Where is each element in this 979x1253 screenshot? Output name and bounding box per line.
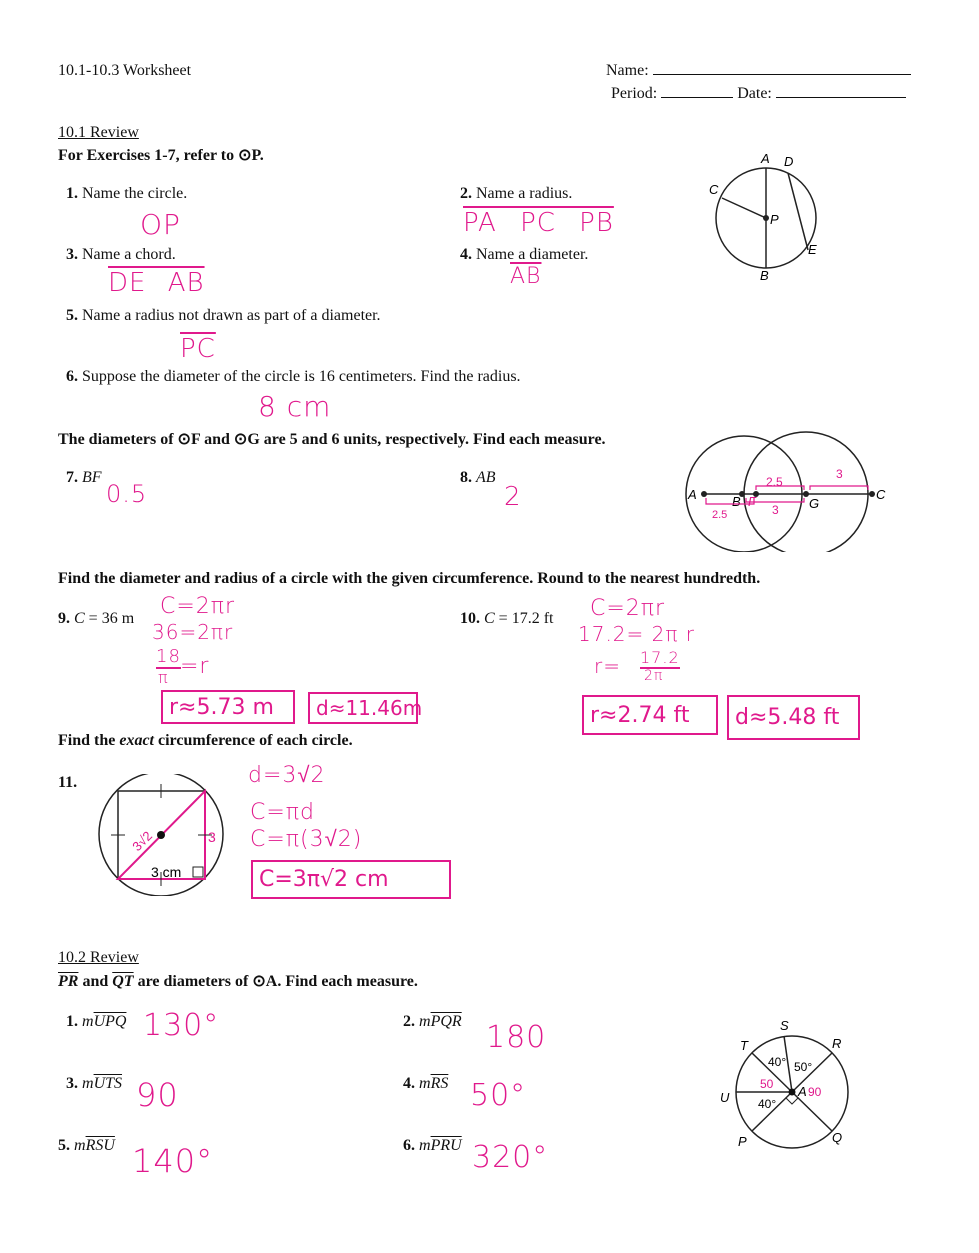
answer-11-box: C=3π√2 cm	[251, 860, 451, 899]
arc-question-5: 5. $m\overline{RSU}$	[58, 1137, 115, 1154]
work-10-line3-den: 2π	[644, 668, 664, 684]
arc-question-6: 6. $m\overline{PRU}$	[403, 1137, 462, 1154]
label-3cm: 3 cm	[151, 864, 182, 880]
arc-answer-6: 320°	[472, 1140, 549, 1175]
arc-answer-1: 130°	[143, 1008, 220, 1043]
work-11-line1: d=3√2	[248, 763, 326, 788]
work-9-line2: 36=2πr	[152, 620, 234, 644]
circle-square-figure	[96, 774, 228, 896]
answer-9-radius-box: r≈5.73 m	[161, 690, 295, 724]
answer-10-diameter-box: d≈5.48 ft	[727, 695, 860, 740]
question-10: 10. C = 17.2 ft	[460, 610, 554, 627]
circle-a-figure	[718, 1016, 866, 1152]
ink-90: 90	[808, 1085, 822, 1099]
ink-side-label: 3	[208, 829, 216, 845]
work-9-line3-rhs: =r	[180, 654, 210, 679]
period-date-field[interactable]	[611, 85, 906, 103]
work-9-line3-num: 18	[156, 646, 181, 667]
label-d: D	[784, 154, 794, 169]
section-heading-10-2: 10.2 Review	[58, 949, 139, 966]
point-a	[701, 491, 707, 497]
work-10-line3-num: 17.2	[640, 648, 680, 667]
label-a: A	[688, 487, 697, 502]
right-angle-mark	[786, 1098, 798, 1104]
label-g: G	[809, 496, 820, 511]
work-11-line3: C=π(3√2)	[250, 827, 363, 852]
arc-question-2: 2. $m\overline{PQR}$	[403, 1013, 462, 1030]
label-r: R	[832, 1036, 842, 1051]
right-angle-mark	[193, 867, 203, 877]
ink-25-top: 2.5	[766, 475, 783, 489]
section4-instruction: Find the exact circumference of each circle.	[58, 732, 353, 749]
work-11-line2: C=πd	[250, 800, 316, 825]
answer-7: 0.5	[106, 480, 148, 508]
point-c	[869, 491, 875, 497]
circles-fg-figure	[684, 428, 894, 552]
label-p: P	[770, 212, 779, 227]
section5-instruction: $\overline{PR}$ and $\overline{QT}$ are diameters of ⊙A. Find each measure.	[58, 973, 418, 990]
section1-instruction: For Exercises 1-7, refer to ⊙P.	[58, 147, 264, 164]
answer-9-diameter-box: d≈11.46m	[308, 692, 418, 724]
question-1: 1. Name the circle.	[66, 185, 188, 202]
label-p: P	[738, 1134, 747, 1149]
question-8: 8. AB	[460, 469, 496, 486]
label-a: A	[761, 151, 770, 166]
label-b: B	[760, 268, 769, 283]
work-9-line1: C=2πr	[160, 594, 236, 619]
worksheet-title: 10.1-10.3 Worksheet	[58, 62, 192, 79]
period-label: Period:	[611, 85, 658, 102]
question-11-number: 11.	[58, 774, 78, 791]
arc-answer-2: 180	[486, 1020, 547, 1055]
answer-10-radius-box: r≈2.74 ft	[582, 695, 718, 735]
answer-5: $\overline{PC}$	[180, 334, 216, 364]
work-10-line3-lhs: r=	[594, 654, 621, 678]
section2-instruction: The diameters of ⊙F and ⊙G are 5 and 6 units, respectively. Find each measure.	[58, 431, 606, 448]
name-line	[653, 74, 911, 75]
question-9: 9. C = 36 m	[58, 610, 135, 627]
name-label: Name:	[606, 62, 649, 79]
answer-2: PA PC PB	[463, 208, 614, 238]
answer-4: $\overline{AB}$	[510, 264, 542, 289]
answer-8: 2	[504, 482, 522, 512]
question-5: 5. Name a radius not drawn as part of a diameter.	[66, 307, 381, 324]
question-7: 7. BF	[66, 469, 102, 486]
label-40-top: 40°	[768, 1055, 787, 1069]
radius-pc	[722, 198, 766, 218]
question-2: 2. Name a radius.	[460, 185, 573, 202]
circle-p-figure	[700, 148, 830, 288]
period-line	[661, 97, 733, 98]
label-c: C	[709, 182, 719, 197]
label-a: A	[798, 1084, 807, 1099]
name-field[interactable]	[606, 62, 911, 80]
arc-answer-5: 140°	[132, 1142, 214, 1180]
label-u: U	[720, 1090, 730, 1105]
label-t: T	[740, 1038, 748, 1053]
answer-1: OP	[140, 208, 181, 241]
ink-diagonal-label: 3√2	[129, 828, 156, 855]
bracket-3-top	[810, 486, 868, 490]
question-3: 3. Name a chord.	[66, 246, 176, 263]
arc-question-1: 1. $m\overline{UPQ}$	[66, 1013, 127, 1030]
question-6: 6. Suppose the diameter of the circle is 16 centimeters. Find the radius.	[66, 368, 521, 385]
label-f: F	[748, 494, 756, 509]
label-s: S	[780, 1018, 789, 1033]
arc-question-3: 3. $m\overline{UTS}$	[66, 1075, 123, 1092]
arc-answer-3: 90	[136, 1076, 179, 1114]
center-p	[763, 215, 769, 221]
section-heading-10-1: 10.1 Review	[58, 124, 139, 141]
center-point	[157, 831, 165, 839]
label-q: Q	[832, 1130, 843, 1145]
work-9-line3-den: π	[158, 668, 169, 687]
ink-3-top: 3	[836, 467, 843, 481]
chord-de	[788, 173, 808, 250]
answer-6: 8 cm	[258, 390, 332, 423]
label-b: B	[732, 494, 741, 509]
date-line	[776, 97, 906, 98]
label-e: E	[808, 242, 817, 257]
work-10-line2: 17.2= 2π r	[578, 622, 695, 646]
work-10-line1: C=2πr	[590, 596, 666, 621]
arc-question-4: 4. $m\overline{RS}$	[403, 1075, 449, 1092]
label-40-bottom: 40°	[758, 1097, 777, 1111]
section3-instruction: Find the diameter and radius of a circle with the given circumference. Round to the nearest hundredth.	[58, 570, 761, 587]
ink-50: 50	[760, 1077, 774, 1091]
label-c: C	[876, 487, 886, 502]
ink-3-bottom: 3	[772, 503, 779, 517]
label-50: 50°	[794, 1060, 813, 1074]
bracket-25-bottom	[706, 498, 754, 504]
arc-answer-4: 50°	[470, 1078, 527, 1113]
question-4: 4. Name a diameter.	[460, 246, 589, 263]
ink-25-bottom: 2.5	[712, 509, 728, 521]
answer-3: DE AB	[108, 268, 205, 298]
date-label: Date:	[737, 85, 772, 102]
center-a	[789, 1089, 796, 1096]
